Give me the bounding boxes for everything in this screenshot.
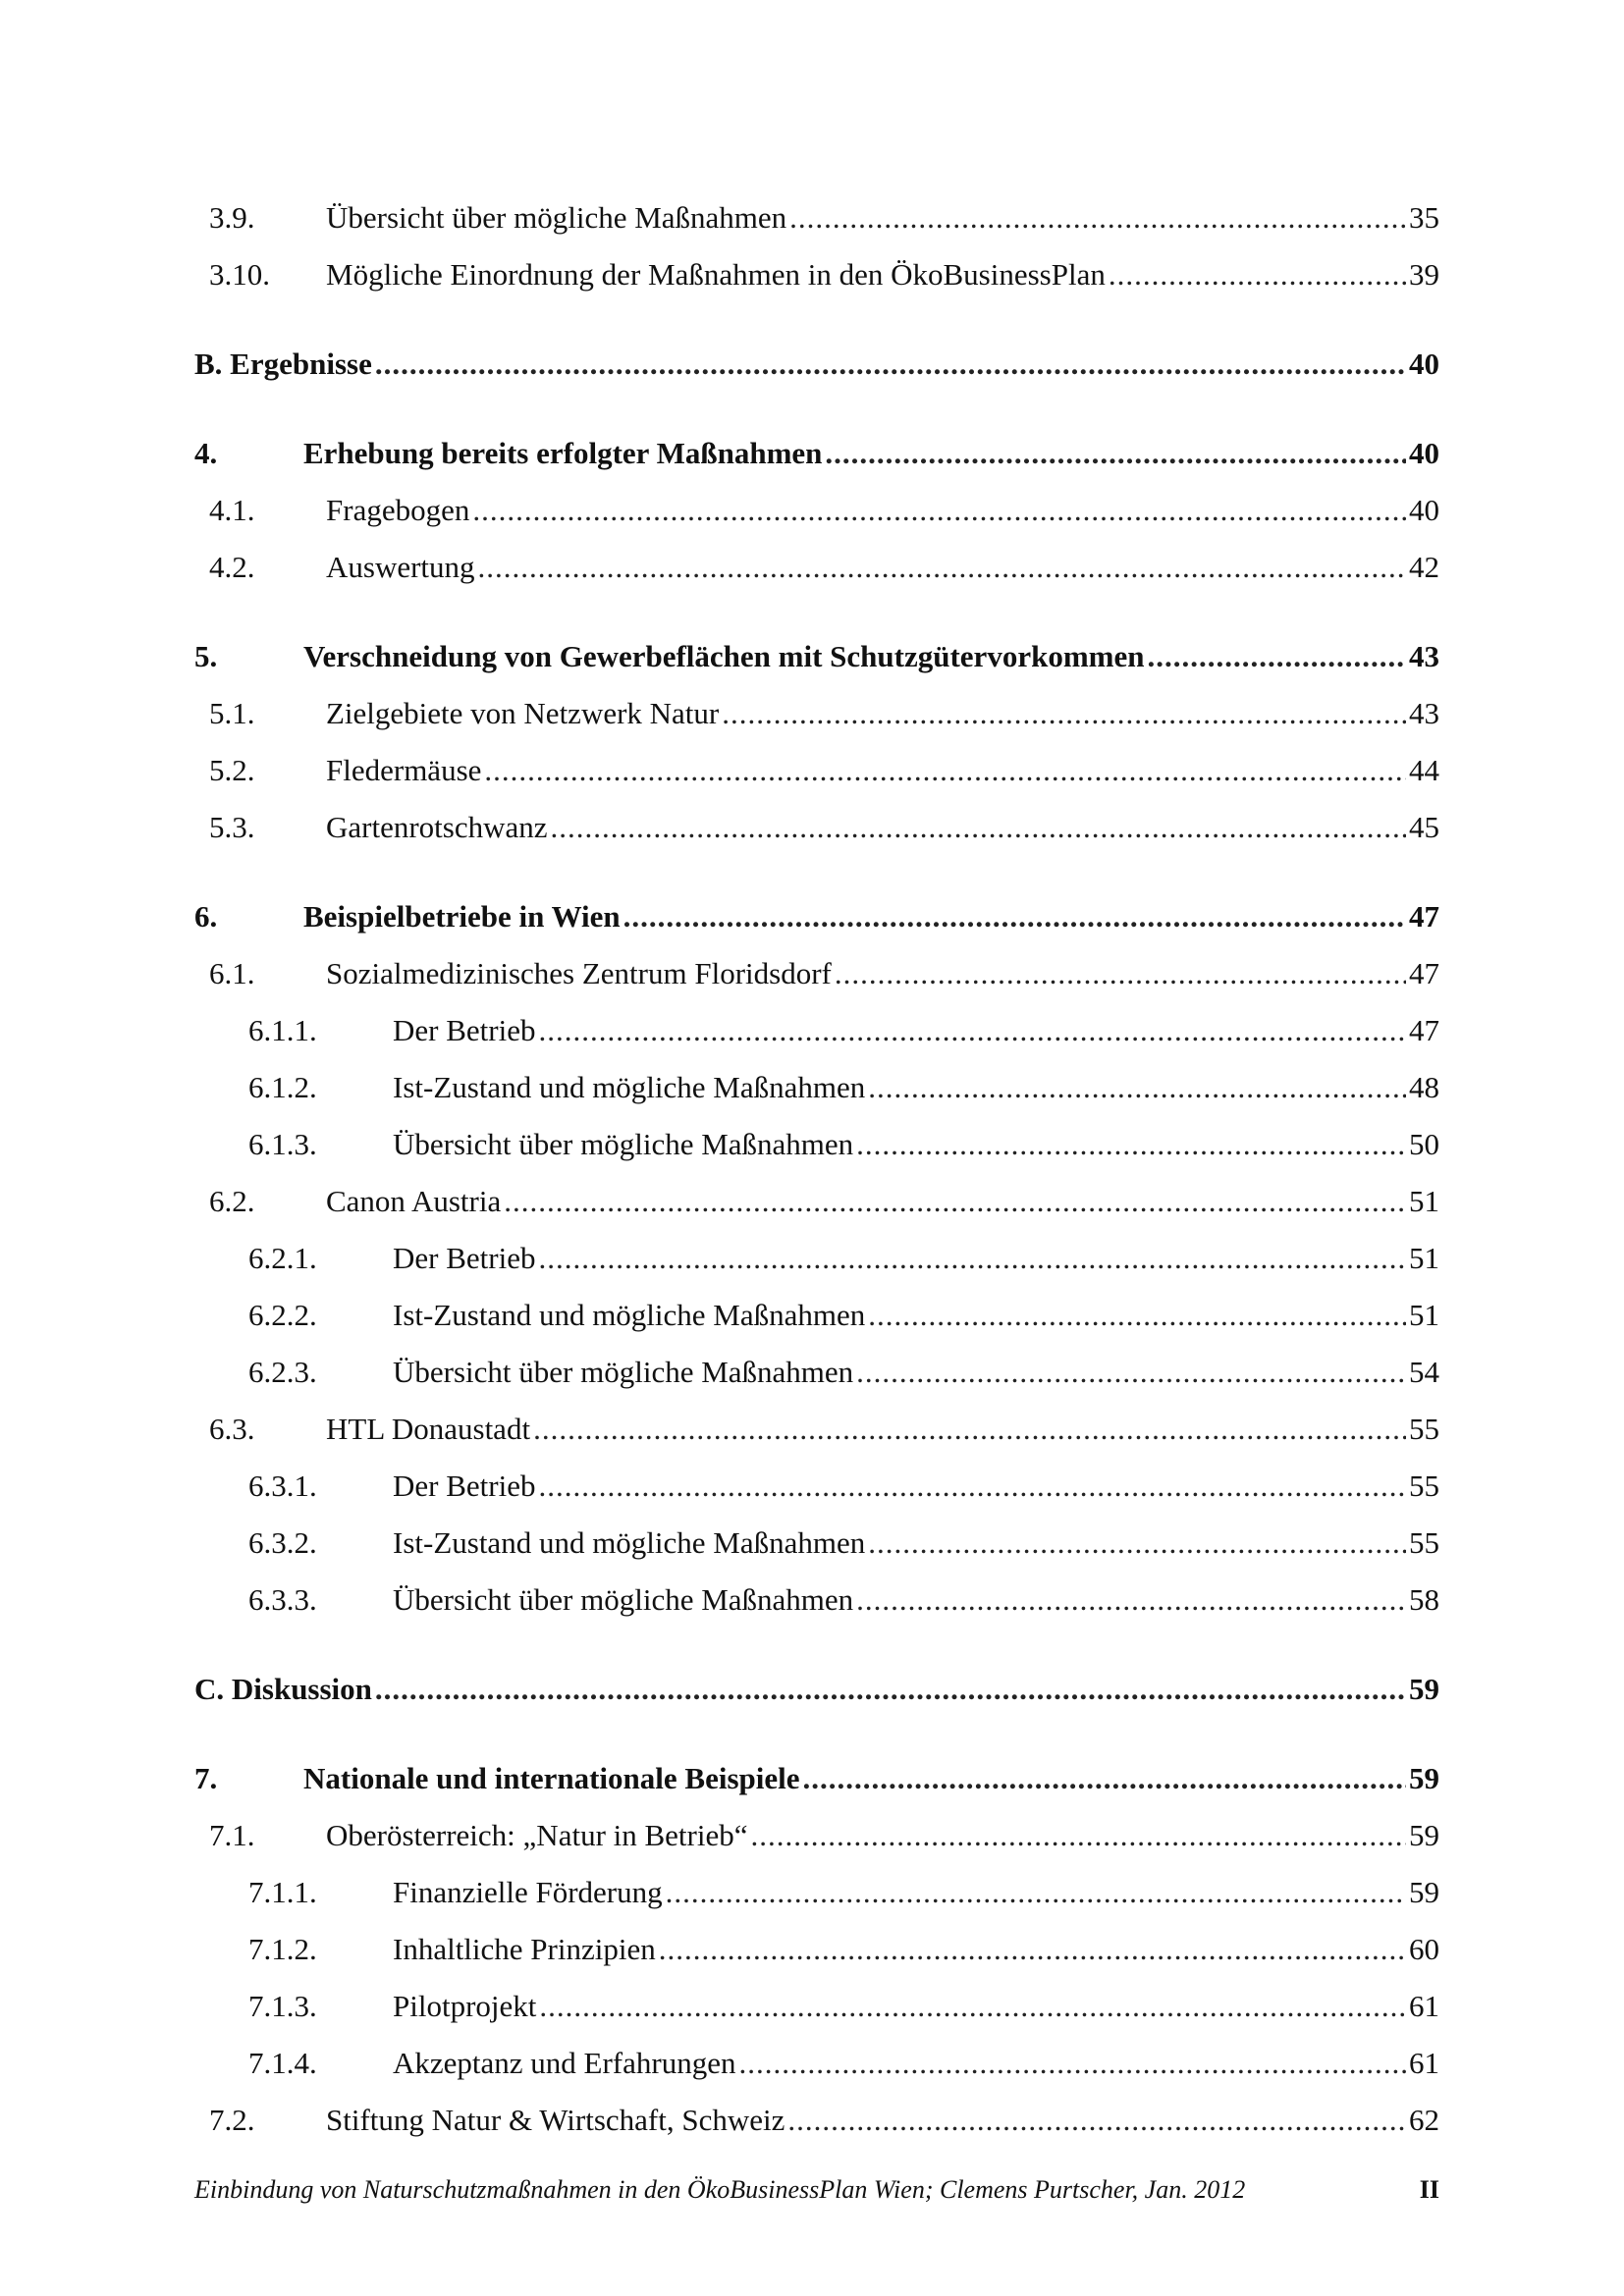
toc-entry[interactable] [194, 1173, 1439, 1230]
dot-leader [478, 539, 1406, 596]
dot-leader [659, 1921, 1406, 1978]
toc-entry-page: 43 [1409, 696, 1439, 730]
dot-leader [375, 336, 1406, 393]
footer-text: Einbindung von Naturschutzmaßnahmen in den ÖkoBusinessPlan Wien; Clemens Purtscher, Jan. 2012 [194, 2175, 1246, 2204]
toc-entry-title: Erhebung bereits erfolgter Maßnahmen [303, 436, 823, 470]
toc-entry-number: 4.2. [209, 550, 255, 584]
toc-entry-number: 7. [194, 1761, 218, 1795]
toc-entry-title: Zielgebiete von Netzwerk Natur [326, 696, 720, 730]
toc-entry-title: Der Betrieb [393, 1468, 536, 1503]
toc-chapter-heading[interactable] [194, 425, 1439, 482]
toc-entry[interactable] [194, 482, 1439, 539]
dot-leader [504, 1173, 1406, 1230]
toc-entry-title: Akzeptanz und Erfahrungen [393, 2046, 736, 2080]
page-footer [194, 2175, 1439, 2205]
toc-entry-page: 40 [1409, 493, 1439, 527]
toc-subentry[interactable] [194, 1002, 1439, 1059]
toc-subentry[interactable] [194, 1572, 1439, 1629]
toc-entry-title: Übersicht über mögliche Maßnahmen [393, 1127, 854, 1161]
dot-leader [868, 1515, 1406, 1572]
toc-subentry[interactable] [194, 1921, 1439, 1978]
toc-entry-title: C. Diskussion [194, 1672, 372, 1706]
toc-entry-number: 7.1.4. [248, 2046, 317, 2080]
toc-entry-title: Fledermäuse [326, 753, 482, 787]
toc-entry-title: Canon Austria [326, 1184, 502, 1218]
toc-entry[interactable] [194, 1807, 1439, 1864]
toc-subentry[interactable] [194, 1978, 1439, 2035]
toc-entry-title: Der Betrieb [393, 1013, 536, 1047]
toc-entry[interactable] [194, 1401, 1439, 1458]
toc-entry-title: Übersicht über mögliche Maßnahmen [326, 200, 787, 235]
toc-subentry[interactable] [194, 2035, 1439, 2092]
toc-entry-page: 47 [1409, 899, 1439, 934]
toc-entry-title: Gartenrotschwanz [326, 810, 548, 844]
toc-entry[interactable] [194, 189, 1439, 246]
toc-entry-page: 40 [1409, 347, 1439, 381]
dot-leader [533, 1401, 1406, 1458]
table-of-contents [194, 189, 1439, 2149]
toc-entry-title: HTL Donaustadt [326, 1412, 531, 1446]
toc-entry-page: 40 [1409, 436, 1439, 470]
toc-entry-title: Ist-Zustand und mögliche Maßnahmen [393, 1298, 866, 1332]
toc-entry-number: 5.1. [209, 696, 255, 730]
toc-entry-number: 6.1. [209, 956, 255, 990]
dot-leader [825, 425, 1406, 482]
toc-entry-page: 61 [1409, 1989, 1439, 2023]
toc-entry-page: 42 [1409, 550, 1439, 584]
toc-subentry[interactable] [194, 1344, 1439, 1401]
toc-entry-page: 59 [1409, 1672, 1439, 1706]
dot-leader [787, 2092, 1406, 2149]
toc-entry-number: 4.1. [209, 493, 255, 527]
toc-chapter-heading[interactable] [194, 628, 1439, 685]
toc-subentry[interactable] [194, 1515, 1439, 1572]
toc-entry[interactable] [194, 742, 1439, 799]
toc-entry-title: Oberösterreich: „Natur in Betrieb“ [326, 1818, 748, 1852]
dot-leader [789, 189, 1406, 246]
toc-entry-page: 60 [1409, 1932, 1439, 1966]
toc-entry-page: 39 [1409, 257, 1439, 292]
footer-page-number: II [1419, 2175, 1439, 2204]
toc-entry-title: Fragebogen [326, 493, 470, 527]
toc-entry-number: 4. [194, 436, 218, 470]
toc-subentry[interactable] [194, 1864, 1439, 1921]
toc-entry-page: 45 [1409, 810, 1439, 844]
dot-leader [835, 945, 1406, 1002]
toc-entry-page: 59 [1409, 1761, 1439, 1795]
dot-leader [623, 888, 1406, 945]
dot-leader [751, 1807, 1406, 1864]
dot-leader [472, 482, 1406, 539]
toc-entry-number: 7.1.3. [248, 1989, 317, 2023]
toc-entry-number: 6.2.1. [248, 1241, 317, 1275]
toc-entry-title: Finanzielle Förderung [393, 1875, 663, 1909]
toc-entry-number: 5.2. [209, 753, 255, 787]
toc-entry-number: 6.2.2. [248, 1298, 317, 1332]
dot-leader [538, 1230, 1406, 1287]
toc-entry-page: 54 [1409, 1355, 1439, 1389]
toc-entry-page: 55 [1409, 1468, 1439, 1503]
dot-leader [538, 1458, 1406, 1515]
dot-leader [484, 742, 1406, 799]
toc-entry[interactable] [194, 539, 1439, 596]
toc-entry[interactable] [194, 246, 1439, 303]
toc-entry-number: 5.3. [209, 810, 255, 844]
dot-leader [856, 1116, 1406, 1173]
toc-subentry[interactable] [194, 1230, 1439, 1287]
toc-entry-title: Sozialmedizinisches Zentrum Floridsdorf [326, 956, 832, 990]
toc-entry-title: Übersicht über mögliche Maßnahmen [393, 1355, 854, 1389]
toc-entry-title: Stiftung Natur & Wirtschaft, Schweiz [326, 2103, 785, 2137]
dot-leader [856, 1344, 1406, 1401]
toc-entry[interactable] [194, 799, 1439, 856]
toc-entry-page: 59 [1409, 1818, 1439, 1852]
toc-entry[interactable] [194, 945, 1439, 1002]
toc-entry[interactable] [194, 2092, 1439, 2149]
dot-leader [539, 1978, 1406, 2035]
toc-entry-title: Nationale und internationale Beispiele [303, 1761, 800, 1795]
toc-part-heading[interactable] [194, 336, 1439, 393]
toc-entry-title: Mögliche Einordnung der Maßnahmen in den ÖkoBusinessPlan [326, 257, 1106, 292]
dot-leader [538, 1002, 1406, 1059]
toc-subentry[interactable] [194, 1287, 1439, 1344]
toc-entry-page: 44 [1409, 753, 1439, 787]
toc-entry-number: 7.1.1. [248, 1875, 317, 1909]
dot-leader [666, 1864, 1406, 1921]
toc-entry-number: 7.2. [209, 2103, 255, 2137]
toc-entry-page: 48 [1409, 1070, 1439, 1104]
toc-entry-page: 50 [1409, 1127, 1439, 1161]
dot-leader [1147, 628, 1406, 685]
toc-entry-page: 59 [1409, 1875, 1439, 1909]
toc-entry[interactable] [194, 685, 1439, 742]
toc-subentry[interactable] [194, 1059, 1439, 1116]
toc-entry-title: Ist-Zustand und mögliche Maßnahmen [393, 1070, 866, 1104]
toc-chapter-heading[interactable] [194, 888, 1439, 945]
dot-leader [868, 1059, 1406, 1116]
toc-entry-number: 6. [194, 899, 218, 934]
toc-entry-number: 3.10. [209, 257, 270, 292]
toc-entry-page: 47 [1409, 956, 1439, 990]
dot-leader [868, 1287, 1406, 1344]
toc-entry-page: 51 [1409, 1184, 1439, 1218]
dot-leader [551, 799, 1406, 856]
toc-subentry[interactable] [194, 1458, 1439, 1515]
toc-entry-number: 7.1. [209, 1818, 255, 1852]
dot-leader [803, 1750, 1407, 1807]
toc-entry-title: Der Betrieb [393, 1241, 536, 1275]
toc-entry-page: 43 [1409, 639, 1439, 673]
toc-entry-page: 55 [1409, 1525, 1439, 1560]
toc-entry-title: Inhaltliche Prinzipien [393, 1932, 656, 1966]
toc-entry-number: 5. [194, 639, 218, 673]
toc-entry-number: 6.2.3. [248, 1355, 317, 1389]
toc-subentry[interactable] [194, 1116, 1439, 1173]
toc-entry-number: 6.2. [209, 1184, 255, 1218]
toc-entry-page: 35 [1409, 200, 1439, 235]
toc-entry-number: 3.9. [209, 200, 255, 235]
toc-entry-number: 6.1.2. [248, 1070, 317, 1104]
toc-chapter-heading[interactable] [194, 1750, 1439, 1807]
toc-entry-number: 6.1.3. [248, 1127, 317, 1161]
toc-entry-number: 6.3.3. [248, 1582, 317, 1617]
toc-entry-page: 51 [1409, 1298, 1439, 1332]
toc-entry-page: 62 [1409, 2103, 1439, 2137]
toc-entry-page: 47 [1409, 1013, 1439, 1047]
toc-entry-title: Pilotprojekt [393, 1989, 537, 2023]
toc-entry-title: Auswertung [326, 550, 475, 584]
toc-entry-title: Ist-Zustand und mögliche Maßnahmen [393, 1525, 866, 1560]
toc-entry-number: 6.3. [209, 1412, 255, 1446]
toc-entry-page: 55 [1409, 1412, 1439, 1446]
toc-entry-title: B. Ergebnisse [194, 347, 372, 381]
dot-leader [856, 1572, 1406, 1629]
toc-entry-number: 6.1.1. [248, 1013, 317, 1047]
dot-leader [375, 1661, 1406, 1718]
toc-entry-page: 51 [1409, 1241, 1439, 1275]
toc-entry-title: Verschneidung von Gewerbeflächen mit Schutzgütervorkommen [303, 639, 1145, 673]
toc-entry-number: 6.3.2. [248, 1525, 317, 1560]
toc-entry-title: Beispielbetriebe in Wien [303, 899, 621, 934]
toc-entry-title: Übersicht über mögliche Maßnahmen [393, 1582, 854, 1617]
toc-entry-number: 6.3.1. [248, 1468, 317, 1503]
toc-part-heading[interactable] [194, 1661, 1439, 1718]
dot-leader [1109, 246, 1406, 303]
toc-entry-page: 58 [1409, 1582, 1439, 1617]
toc-entry-number: 7.1.2. [248, 1932, 317, 1966]
dot-leader [722, 685, 1406, 742]
dot-leader [738, 2035, 1406, 2092]
toc-entry-page: 61 [1409, 2046, 1439, 2080]
